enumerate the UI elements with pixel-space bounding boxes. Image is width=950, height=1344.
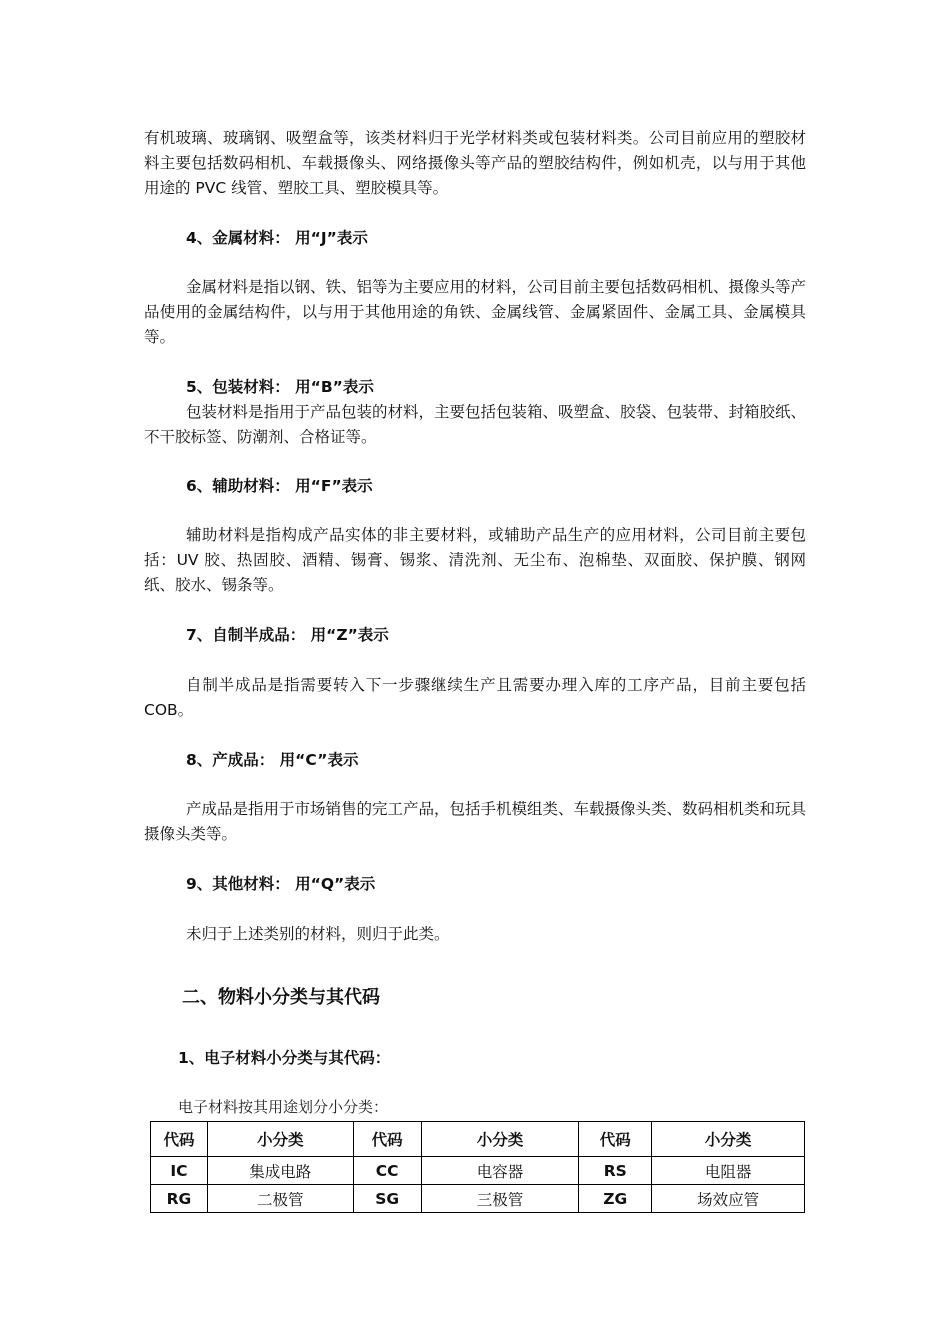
subcategory-cell: 电容器 [421,1157,579,1185]
section-title: 二、物料小分类与其代码 [182,987,380,1008]
table-intro: 电子材料按其用途划分小分类： [178,1098,389,1116]
subcategory-cell: 集成电路 [207,1157,353,1185]
paragraph-auxiliary: 辅助材料是指构成产品实体的非主要材料，或辅助产品生产的应用材料，公司目前主要包括：UV 胶、热固胶、酒精、锡膏、锡浆、清洗剂、无尘布、泡棉垫、双面胶、保护膜、钢网纸、胶水、锡条等。 [144,526,806,594]
table-header-row [151,1122,805,1157]
heading-semi-finished: 7、自制半成品： 用“Z”表示 [186,626,389,644]
heading-finished-product: 8、产成品： 用“C”表示 [186,751,359,769]
paragraph-finished-product: 产成品是指用于市场销售的完工产品，包括手机模组类、车载摄像头类、数码相机类和玩具摄像头类等。 [144,800,807,843]
code-cell: RG [151,1185,208,1213]
code-cell: CC [353,1157,421,1185]
paragraph-other: 未归于上述类别的材料，则归于此类。 [186,925,450,943]
subcategory-cell: 场效应管 [652,1185,805,1213]
electronic-materials-table [150,1121,805,1213]
heading-metal: 4、金属材料： 用“J”表示 [186,229,368,247]
code-cell: RS [579,1157,652,1185]
header-subcategory: 小分类 [652,1122,805,1157]
header-code: 代码 [151,1122,208,1157]
paragraph-semi-finished: 自制半成品是指需要转入下一步骤继续生产且需要办理入库的工序产品，目前主要包括 COB。 [144,676,806,719]
table-row [151,1157,805,1185]
header-code: 代码 [353,1122,421,1157]
header-subcategory: 小分类 [207,1122,353,1157]
paragraph-metal: 金属材料是指以钢、铁、铝等为主要应用的材料，公司目前主要包括数码相机、摄像头等产品使用的金属结构件，以与用于其他用途的角铁、金属线管、金属紧固件、金属工具、金属模具等。 [144,278,807,346]
code-cell: IC [151,1157,208,1185]
table-row [151,1185,805,1213]
code-cell: ZG [579,1185,652,1213]
heading-packaging: 5、包装材料： 用“B”表示 [186,378,374,396]
heading-other: 9、其他材料： 用“Q”表示 [186,875,376,893]
code-cell: SG [353,1185,421,1213]
subcategory-cell: 三极管 [421,1185,579,1213]
subcategory-cell: 二极管 [207,1185,353,1213]
header-subcategory: 小分类 [421,1122,579,1157]
paragraph-plastic: 有机玻璃、玻璃钢、吸塑盒等，该类材料归于光学材料类或包装材料类。公司目前应用的塑胶材料主要包括数码相机、车载摄像头、网络摄像头等产品的塑胶结构件，例如机壳，以与用于其他用途的 PVC 线管、塑胶工具、塑胶模具等。 [144,129,806,197]
subcategory-cell: 电阻器 [652,1157,805,1185]
subsection-title: 1、电子材料小分类与其代码： [178,1049,391,1067]
paragraph-packaging: 包装材料是指用于产品包装的材料，主要包括包装箱、吸塑盒、胶袋、包装带、封箱胶纸、不干胶标签、防潮剂、合格证等。 [144,403,807,446]
heading-auxiliary: 6、辅助材料： 用“F”表示 [186,477,373,495]
header-code: 代码 [579,1122,652,1157]
